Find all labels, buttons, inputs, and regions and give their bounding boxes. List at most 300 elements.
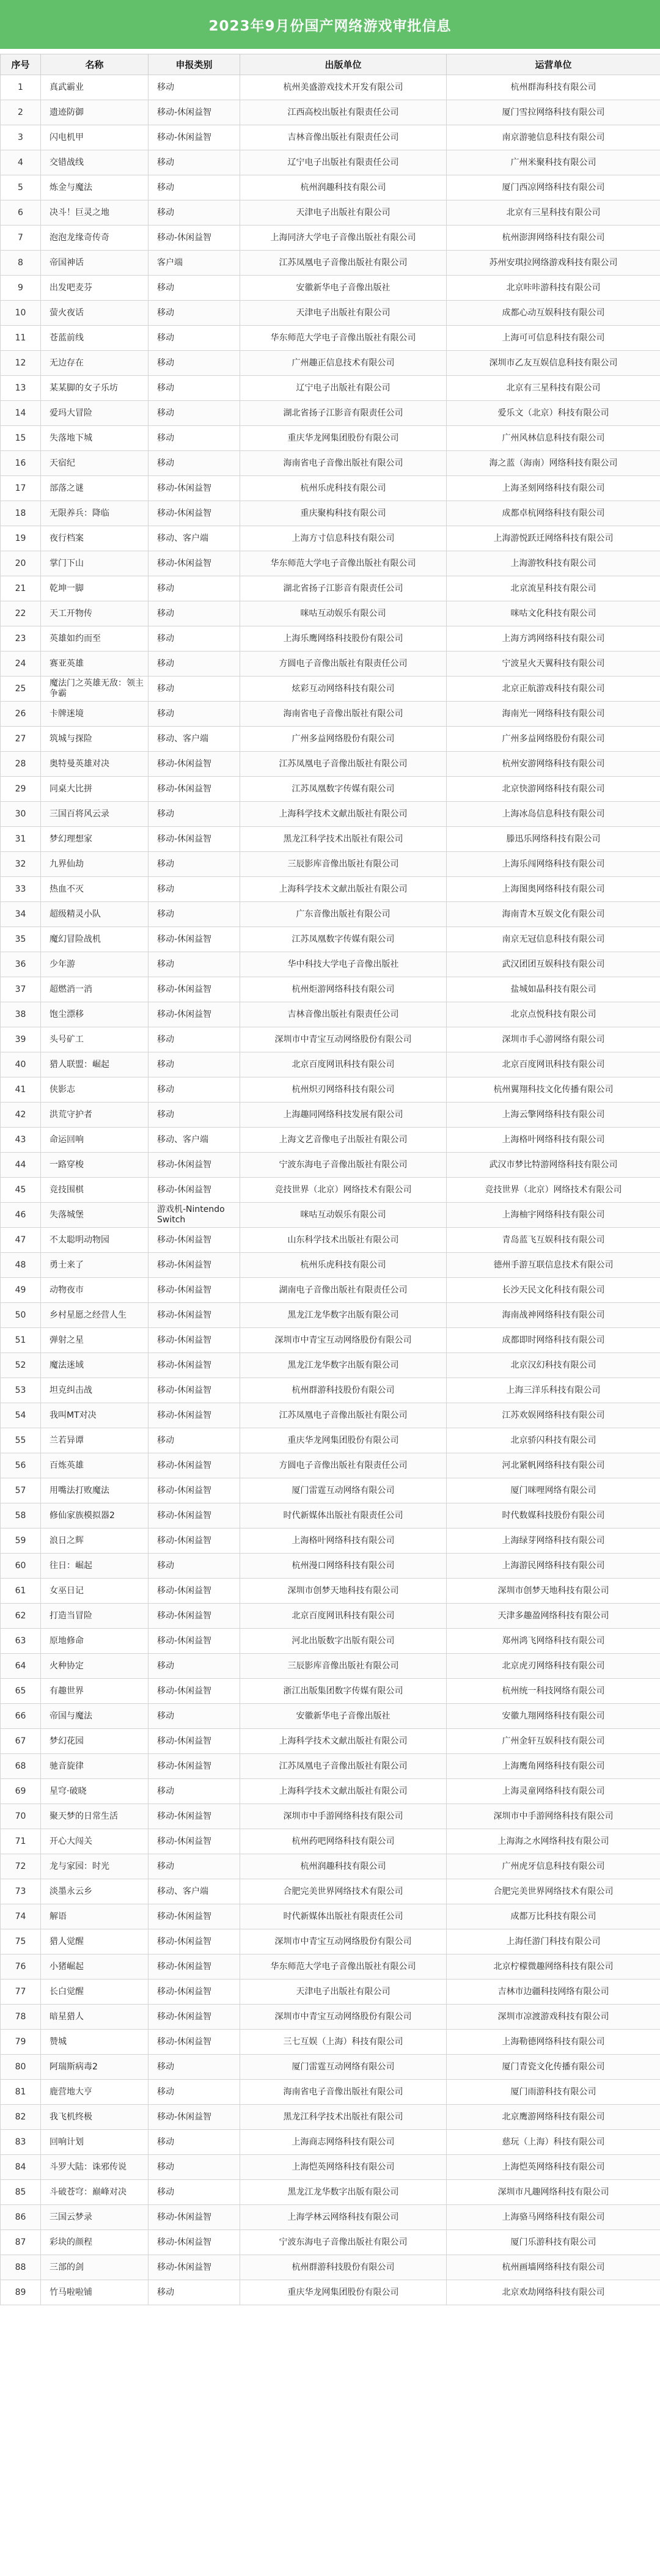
application-category: 移动-休闲益智 <box>148 1604 240 1629</box>
publisher: 杭州润趣科技有限公司 <box>240 175 447 200</box>
operator: 武汉市梦比特游网络科技有限公司 <box>447 1153 660 1178</box>
table-row <box>1 1980 660 2005</box>
application-category: 移动 <box>148 1779 240 1804</box>
row-number: 6 <box>1 200 41 226</box>
application-category: 移动-休闲益智 <box>148 1980 240 2005</box>
table-row <box>1 1453 660 1478</box>
row-number: 48 <box>1 1253 41 1278</box>
game-name: 星穹·破晓 <box>41 1779 148 1804</box>
publisher: 北京百度网讯科技有限公司 <box>240 1052 447 1077</box>
operator: 上海方鸿网络科技有限公司 <box>447 626 660 651</box>
application-category: 移动、客户端 <box>148 1879 240 1904</box>
publisher: 天津电子出版社有限公司 <box>240 1980 447 2005</box>
application-category: 移动 <box>148 877 240 902</box>
operator: 广州多益网络股份有限公司 <box>447 727 660 752</box>
game-name: 一路穿梭 <box>41 1153 148 1178</box>
operator: 上海可可信息科技有限公司 <box>447 326 660 351</box>
game-name: 三国百将风云录 <box>41 802 148 827</box>
table-row <box>1 601 660 626</box>
operator: 时代数媒科技股份有限公司 <box>447 1503 660 1528</box>
row-number: 73 <box>1 1879 41 1904</box>
publisher: 重庆聚构科技有限公司 <box>240 501 447 526</box>
table-row <box>1 752 660 777</box>
publisher: 辽宁电子出版社有限公司 <box>240 376 447 401</box>
row-number: 84 <box>1 2155 41 2180</box>
application-category: 移动-休闲益智 <box>148 1178 240 1203</box>
operator: 北京流星科技有限公司 <box>447 576 660 601</box>
application-category: 移动-休闲益智 <box>148 1829 240 1854</box>
row-number: 46 <box>1 1203 41 1228</box>
application-category: 移动-休闲益智 <box>148 501 240 526</box>
operator: 深圳市凉渡游戏科技有限公司 <box>447 2005 660 2030</box>
game-name: 鹿营地大亨 <box>41 2080 148 2105</box>
application-category: 移动-休闲益智 <box>148 1328 240 1353</box>
game-name: 筑城与探险 <box>41 727 148 752</box>
table-row <box>1 1278 660 1303</box>
row-number: 76 <box>1 1954 41 1980</box>
publisher: 江苏凤凰电子音像出版社有限公司 <box>240 1754 447 1779</box>
game-name: 坦克纠击战 <box>41 1378 148 1403</box>
table-row <box>1 2155 660 2180</box>
application-category: 移动 <box>148 426 240 451</box>
row-number: 51 <box>1 1328 41 1353</box>
table-row <box>1 2230 660 2255</box>
operator: 盐城如晶科技有限公司 <box>447 977 660 1002</box>
publisher: 吉林音像出版社有限责任公司 <box>240 1002 447 1027</box>
game-name: 解语 <box>41 1904 148 1929</box>
publisher: 上海科学技术文献出版社有限公司 <box>240 1779 447 1804</box>
row-number: 27 <box>1 727 41 752</box>
publisher: 海南省电子音像出版社有限公司 <box>240 702 447 727</box>
game-name: 往日：崛起 <box>41 1554 148 1579</box>
game-name: 勇士来了 <box>41 1253 148 1278</box>
row-number: 83 <box>1 2130 41 2155</box>
table-row <box>1 1804 660 1829</box>
publisher: 海南省电子音像出版社有限公司 <box>240 451 447 476</box>
operator: 海南光一网络科技有限公司 <box>447 702 660 727</box>
row-number: 80 <box>1 2055 41 2080</box>
row-number: 47 <box>1 1228 41 1253</box>
application-category: 移动 <box>148 2155 240 2180</box>
operator: 杭州安游网络科技有限公司 <box>447 752 660 777</box>
game-name: 有趣世界 <box>41 1679 148 1704</box>
game-name: 出发吧麦芬 <box>41 276 148 301</box>
game-name: 热血不灭 <box>41 877 148 902</box>
game-name: 失落城堡 <box>41 1203 148 1228</box>
operator: 北京鹰游网络科技有限公司 <box>447 2105 660 2130</box>
row-number: 19 <box>1 526 41 551</box>
publisher: 湖北省扬子江影音有限责任公司 <box>240 401 447 426</box>
game-name: 交错战线 <box>41 150 148 175</box>
publisher: 杭州美盛游戏技术开发有限公司 <box>240 75 447 100</box>
application-category: 移动 <box>148 451 240 476</box>
publisher: 吉林音像出版社有限责任公司 <box>240 125 447 150</box>
operator: 苏州安琪拉网络游戏科技有限公司 <box>447 251 660 276</box>
game-name: 修仙家族模拟器2 <box>41 1503 148 1528</box>
publisher: 江苏凤凰数字传媒有限公司 <box>240 927 447 952</box>
application-category: 移动-休闲益智 <box>148 1954 240 1980</box>
game-name: 我叫MT对决 <box>41 1403 148 1428</box>
game-name: 少年游 <box>41 952 148 977</box>
publisher: 上海趣同网络科技发展有限公司 <box>240 1103 447 1128</box>
operator: 上海鹰角网络科技有限公司 <box>447 1754 660 1779</box>
row-number: 26 <box>1 702 41 727</box>
table-row <box>1 1328 660 1353</box>
game-name: 超燃消一消 <box>41 977 148 1002</box>
table-row <box>1 1353 660 1378</box>
table-row <box>1 2005 660 2030</box>
publisher: 广州多益网络股份有限公司 <box>240 727 447 752</box>
table-row <box>1 1428 660 1453</box>
row-number: 81 <box>1 2080 41 2105</box>
table-row <box>1 2105 660 2130</box>
publisher: 黑龙江科学技术出版社有限公司 <box>240 827 447 852</box>
game-name: 掌门下山 <box>41 551 148 576</box>
operator: 德州手游互联信息技术有限公司 <box>447 1253 660 1278</box>
publisher: 黑龙江龙华数字出版有限公司 <box>240 1353 447 1378</box>
publisher: 广东音像出版社有限公司 <box>240 902 447 927</box>
table-row <box>1 1554 660 1579</box>
operator: 慈玩（上海）科技有限公司 <box>447 2130 660 2155</box>
publisher: 深圳市中手游网络科技有限公司 <box>240 1804 447 1829</box>
operator: 厦门乐游科技有限公司 <box>447 2230 660 2255</box>
game-name: 聚天梦的日常生活 <box>41 1804 148 1829</box>
operator: 北京有三星科技有限公司 <box>447 200 660 226</box>
publisher: 杭州润趣科技有限公司 <box>240 1854 447 1879</box>
table-row <box>1 677 660 702</box>
game-name: 爱玛大冒险 <box>41 401 148 426</box>
row-number: 82 <box>1 2105 41 2130</box>
publisher: 湖北省扬子江影音有限责任公司 <box>240 576 447 601</box>
operator: 杭州画墙网络科技有限公司 <box>447 2255 660 2280</box>
application-category: 移动-休闲益智 <box>148 2105 240 2130</box>
publisher: 山东科学技术出版社有限公司 <box>240 1228 447 1253</box>
game-name: 萤火夜话 <box>41 301 148 326</box>
publisher: 杭州炬游网络科技有限公司 <box>240 977 447 1002</box>
game-name: 猎人联盟：崛起 <box>41 1052 148 1077</box>
application-category: 移动-休闲益智 <box>148 1228 240 1253</box>
game-name: 乡村星愿之经营人生 <box>41 1303 148 1328</box>
publisher: 辽宁电子出版社有限责任公司 <box>240 150 447 175</box>
operator: 广州风林信息科技有限公司 <box>447 426 660 451</box>
table-row <box>1 150 660 175</box>
game-name: 百炼英雄 <box>41 1453 148 1478</box>
row-number: 68 <box>1 1754 41 1779</box>
publisher: 深圳市中青宝互动网络股份有限公司 <box>240 1328 447 1353</box>
table-row <box>1 301 660 326</box>
publisher: 黑龙江龙华数字出版有限公司 <box>240 2180 447 2205</box>
operator: 北京正航游戏科技有限公司 <box>447 677 660 702</box>
table-row <box>1 551 660 576</box>
application-category: 移动 <box>148 1103 240 1128</box>
publisher: 宁波东海电子音像出版社有限公司 <box>240 2230 447 2255</box>
publisher: 杭州群游科技股份有限公司 <box>240 2255 447 2280</box>
table-row <box>1 576 660 601</box>
publisher: 上海方寸信息科技有限公司 <box>240 526 447 551</box>
table-row <box>1 1303 660 1328</box>
game-name: 魔法迷域 <box>41 1353 148 1378</box>
application-category: 移动 <box>148 401 240 426</box>
operator: 杭州澎湃网络科技有限公司 <box>447 226 660 251</box>
application-category: 移动 <box>148 1428 240 1453</box>
operator: 北京骄闪科技有限公司 <box>447 1428 660 1453</box>
table-row <box>1 702 660 727</box>
game-name: 泡泡龙缘奇传奇 <box>41 226 148 251</box>
game-name: 龙与家园：时光 <box>41 1854 148 1879</box>
publisher: 合肥完美世界网络技术有限公司 <box>240 1879 447 1904</box>
row-number: 36 <box>1 952 41 977</box>
operator: 北京有三星科技有限公司 <box>447 376 660 401</box>
application-category: 移动 <box>148 626 240 651</box>
game-name: 同桌大比拼 <box>41 777 148 802</box>
column-header-name: 名称 <box>41 54 148 75</box>
operator: 广州金轩互娱科技有限公司 <box>447 1729 660 1754</box>
game-name: 真武霸业 <box>41 75 148 100</box>
row-number: 59 <box>1 1528 41 1554</box>
game-name: 失落地下城 <box>41 426 148 451</box>
row-number: 34 <box>1 902 41 927</box>
row-number: 63 <box>1 1629 41 1654</box>
game-name: 九界仙劫 <box>41 852 148 877</box>
publisher: 杭州乐虎科技有限公司 <box>240 1253 447 1278</box>
application-category: 移动-休闲益智 <box>148 1453 240 1478</box>
operator: 成都万比科技有限公司 <box>447 1904 660 1929</box>
table-row <box>1 1253 660 1278</box>
application-category: 移动-休闲益智 <box>148 977 240 1002</box>
application-category: 移动-休闲益智 <box>148 1528 240 1554</box>
application-category: 移动-休闲益智 <box>148 1153 240 1178</box>
table-row <box>1 1654 660 1679</box>
operator: 上海柚宇网络科技有限公司 <box>447 1203 660 1228</box>
game-name: 动物夜市 <box>41 1278 148 1303</box>
row-number: 66 <box>1 1704 41 1729</box>
table-row <box>1 1503 660 1528</box>
column-header-category: 申报类别 <box>148 54 240 75</box>
application-category: 移动-休闲益智 <box>148 2205 240 2230</box>
operator: 成都心动互娱科技有限公司 <box>447 301 660 326</box>
table-row <box>1 2030 660 2055</box>
application-category: 移动 <box>148 376 240 401</box>
operator: 上海恺英网络科技有限公司 <box>447 2155 660 2180</box>
game-name: 竞技围棋 <box>41 1178 148 1203</box>
row-number: 28 <box>1 752 41 777</box>
table-row <box>1 1754 660 1779</box>
table-row <box>1 1178 660 1203</box>
game-name: 浪日之辉 <box>41 1528 148 1554</box>
row-number: 62 <box>1 1604 41 1629</box>
row-number: 70 <box>1 1804 41 1829</box>
game-name: 驰音旋律 <box>41 1754 148 1779</box>
table-row <box>1 1954 660 1980</box>
table-row <box>1 526 660 551</box>
application-category: 移动-休闲益智 <box>148 2230 240 2255</box>
operator: 杭州翼翔科技文化传播有限公司 <box>447 1077 660 1103</box>
row-number: 71 <box>1 1829 41 1854</box>
table-row <box>1 1027 660 1052</box>
operator: 北京快游网络科技有限公司 <box>447 777 660 802</box>
table-row <box>1 1478 660 1503</box>
game-name: 天工开物传 <box>41 601 148 626</box>
publisher: 炫彩互动网络科技有限公司 <box>240 677 447 702</box>
row-number: 7 <box>1 226 41 251</box>
row-number: 78 <box>1 2005 41 2030</box>
game-name: 阿瑞斯病毒2 <box>41 2055 148 2080</box>
game-name: 赞城 <box>41 2030 148 2055</box>
application-category: 移动 <box>148 702 240 727</box>
operator: 成都卓杭网络科技有限公司 <box>447 501 660 526</box>
publisher: 方圆电子音像出版社有限责任公司 <box>240 1453 447 1478</box>
operator: 深圳市手心游网络有限公司 <box>447 1027 660 1052</box>
table-row <box>1 1854 660 1879</box>
table-row <box>1 125 660 150</box>
publisher: 重庆华龙网集团股份有限公司 <box>240 1428 447 1453</box>
operator: 上海冰岛信息科技有限公司 <box>447 802 660 827</box>
table-row <box>1 1403 660 1428</box>
table-row <box>1 626 660 651</box>
operator: 河北紧帆网络科技有限公司 <box>447 1453 660 1478</box>
game-name: 帝国与魔法 <box>41 1704 148 1729</box>
application-category: 客户端 <box>148 251 240 276</box>
application-category: 移动 <box>148 677 240 702</box>
row-number: 33 <box>1 877 41 902</box>
publisher: 时代新媒体出版社有限责任公司 <box>240 1503 447 1528</box>
operator: 上海图奥网络科技有限公司 <box>447 877 660 902</box>
table-row <box>1 651 660 677</box>
operator: 长沙天民文化科技有限公司 <box>447 1278 660 1303</box>
publisher: 海南省电子音像出版社有限公司 <box>240 2080 447 2105</box>
application-category: 游戏机-Nintendo Switch <box>148 1203 240 1228</box>
publisher: 上海恺英网络科技有限公司 <box>240 2155 447 2180</box>
table-row <box>1 1929 660 1954</box>
table-row <box>1 1829 660 1854</box>
application-category: 移动-休闲益智 <box>148 1804 240 1829</box>
publisher: 咪咕互动娱乐有限公司 <box>240 601 447 626</box>
operator: 青岛蓝飞互娱科技有限公司 <box>447 1228 660 1253</box>
publisher: 竞技世界（北京）网络技术有限公司 <box>240 1178 447 1203</box>
row-number: 21 <box>1 576 41 601</box>
operator: 上海云擎网络科技有限公司 <box>447 1103 660 1128</box>
table-row <box>1 877 660 902</box>
table-row <box>1 2055 660 2080</box>
table-row <box>1 2280 660 2305</box>
operator: 上海任游门科技有限公司 <box>447 1929 660 1954</box>
operator: 北京百度网讯科技有限公司 <box>447 1052 660 1077</box>
game-name: 女巫日记 <box>41 1579 148 1604</box>
row-number: 54 <box>1 1403 41 1428</box>
row-number: 49 <box>1 1278 41 1303</box>
publisher: 湖南电子音像出版社有限责任公司 <box>240 1278 447 1303</box>
table-row <box>1 1002 660 1027</box>
game-name: 弹射之星 <box>41 1328 148 1353</box>
publisher: 深圳市中青宝互动网络股份有限公司 <box>240 1027 447 1052</box>
publisher: 上海同济大学电子音像出版社有限公司 <box>240 226 447 251</box>
table-row <box>1 276 660 301</box>
operator: 深圳市凡趣网络科技有限公司 <box>447 2180 660 2205</box>
application-category: 移动-休闲益智 <box>148 1278 240 1303</box>
application-category: 移动-休闲益智 <box>148 1378 240 1403</box>
operator: 爱乐文（北京）科技有限公司 <box>447 401 660 426</box>
row-number: 69 <box>1 1779 41 1804</box>
publisher: 江苏凤凰电子音像出版社有限公司 <box>240 752 447 777</box>
application-category: 移动-休闲益智 <box>148 1929 240 1954</box>
table-row <box>1 401 660 426</box>
application-category: 移动 <box>148 150 240 175</box>
operator: 上海骆马网络科技有限公司 <box>447 2205 660 2230</box>
table-row <box>1 727 660 752</box>
publisher: 江苏凤凰电子音像出版社有限公司 <box>240 251 447 276</box>
operator: 厦门青瓷文化传播有限公司 <box>447 2055 660 2080</box>
publisher: 上海科学技术文献出版社有限公司 <box>240 1729 447 1754</box>
table-row <box>1 1729 660 1754</box>
application-category: 移动-休闲益智 <box>148 476 240 501</box>
operator: 海之蓝（海南）网络科技有限公司 <box>447 451 660 476</box>
publisher: 江苏凤凰电子音像出版社有限公司 <box>240 1403 447 1428</box>
operator: 上海海之水网络科技有限公司 <box>447 1829 660 1854</box>
row-number: 11 <box>1 326 41 351</box>
operator: 南京无冠信息科技有限公司 <box>447 927 660 952</box>
row-number: 23 <box>1 626 41 651</box>
publisher: 杭州炽刃网络科技有限公司 <box>240 1077 447 1103</box>
column-header-number: 序号 <box>1 54 41 75</box>
application-category: 移动 <box>148 2130 240 2155</box>
column-header-publisher: 出版单位 <box>240 54 447 75</box>
row-number: 12 <box>1 351 41 376</box>
row-number: 30 <box>1 802 41 827</box>
table-row <box>1 326 660 351</box>
row-number: 72 <box>1 1854 41 1879</box>
application-category: 移动 <box>148 2055 240 2080</box>
table-row <box>1 100 660 125</box>
game-name: 彩块的颜程 <box>41 2230 148 2255</box>
application-category: 移动 <box>148 952 240 977</box>
row-number: 25 <box>1 677 41 702</box>
operator: 杭州统一科技网络有限公司 <box>447 1679 660 1704</box>
table-body <box>1 75 660 2305</box>
operator: 广州虎牙信息科技有限公司 <box>447 1854 660 1879</box>
application-category: 移动-休闲益智 <box>148 100 240 125</box>
application-category: 移动 <box>148 576 240 601</box>
publisher: 宁波东海电子音像出版社有限公司 <box>240 1153 447 1178</box>
operator: 海南战神网络科技有限公司 <box>447 1303 660 1328</box>
table-row <box>1 451 660 476</box>
publisher: 深圳市中青宝互动网络股份有限公司 <box>240 2005 447 2030</box>
application-category: 移动 <box>148 1554 240 1579</box>
publisher: 重庆华龙网集团股份有限公司 <box>240 426 447 451</box>
game-name: 头号矿工 <box>41 1027 148 1052</box>
publisher: 深圳市创梦天地科技有限公司 <box>240 1579 447 1604</box>
operator: 深圳市中手游网络科技有限公司 <box>447 1804 660 1829</box>
publisher: 上海格叶网络科技有限公司 <box>240 1528 447 1554</box>
publisher: 黑龙江龙华数字出版有限公司 <box>240 1303 447 1328</box>
application-category: 移动-休闲益智 <box>148 1679 240 1704</box>
operator: 郑州鸿飞网络科技有限公司 <box>447 1629 660 1654</box>
application-category: 移动-休闲益智 <box>148 1303 240 1328</box>
application-category: 移动 <box>148 2280 240 2305</box>
publisher: 重庆华龙网集团股份有限公司 <box>240 2280 447 2305</box>
operator: 上海勒德网络科技有限公司 <box>447 2030 660 2055</box>
row-number: 65 <box>1 1679 41 1704</box>
operator: 上海三洋乐科技有限公司 <box>447 1378 660 1403</box>
application-category: 移动 <box>148 1027 240 1052</box>
publisher: 杭州漫口网络科技有限公司 <box>240 1554 447 1579</box>
operator: 上海乐闯网络科技有限公司 <box>447 852 660 877</box>
game-name: 洪荒守护者 <box>41 1103 148 1128</box>
publisher: 上海学林云网络科技有限公司 <box>240 2205 447 2230</box>
publisher: 杭州乐虎科技有限公司 <box>240 476 447 501</box>
table-row <box>1 376 660 401</box>
operator: 竞技世界（北京）网络技术有限公司 <box>447 1178 660 1203</box>
game-name: 斗破苍穹：巅峰对决 <box>41 2180 148 2205</box>
